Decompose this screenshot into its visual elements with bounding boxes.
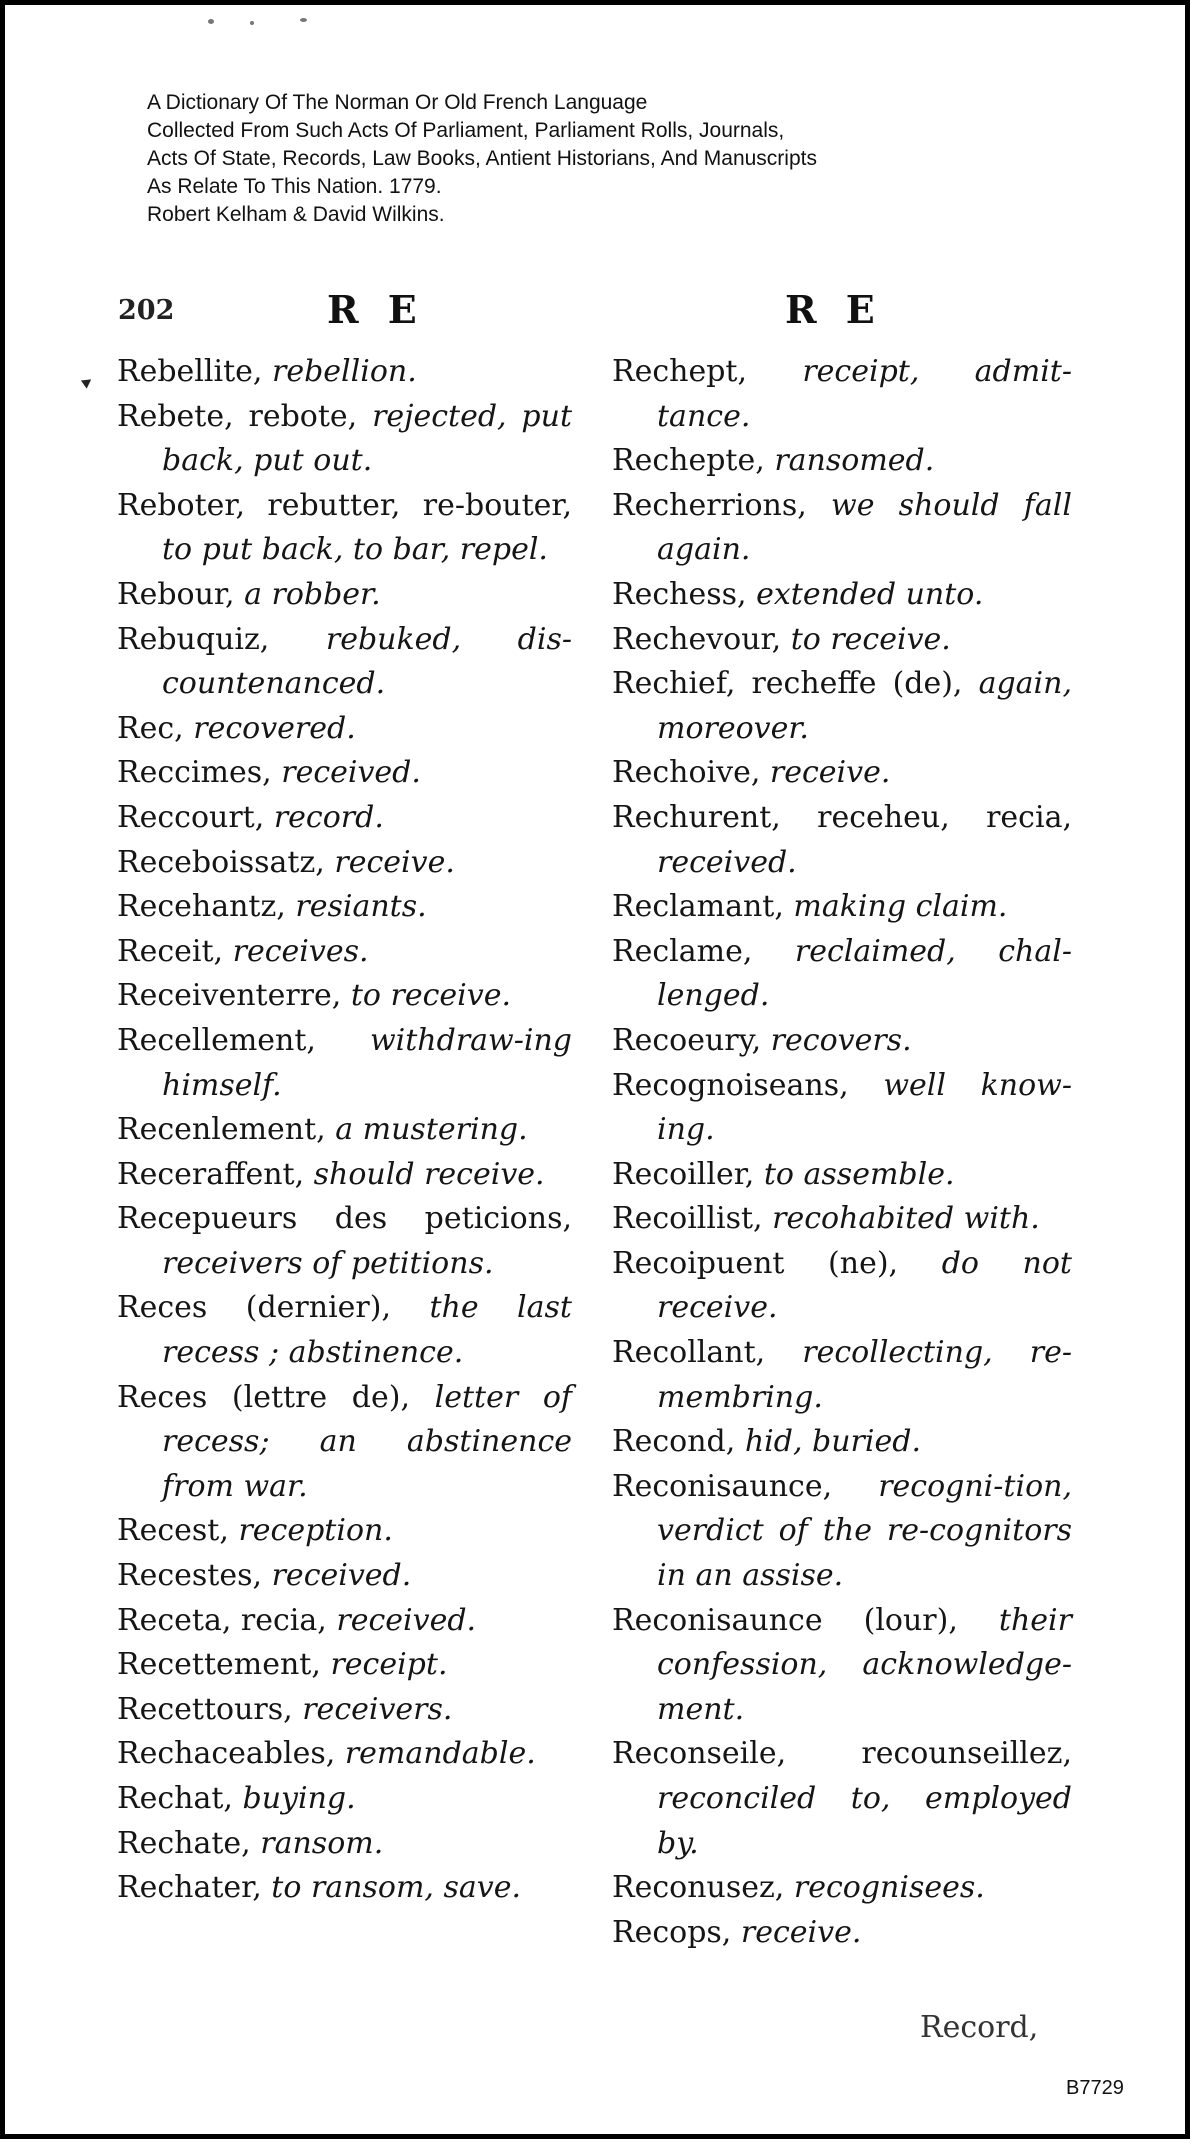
entry-definition: to receive. [350,978,511,1014]
entry-headword: Recenlement, [117,1112,326,1148]
entry-definition: to receive. [790,621,951,657]
dictionary-entry [612,662,1072,751]
dictionary-entry [117,395,572,484]
dictionary-entry [612,1064,1072,1153]
dictionary-entry [117,618,572,707]
entry-definition: ransom. [260,1825,384,1861]
dictionary-entry [117,350,572,395]
entry-definition: letter of recess; an abstinence from war. [162,1379,573,1504]
entry-headword: Rechept, [612,354,748,389]
entry-headword: Rechater, [117,1870,262,1906]
entry-headword: Reccimes, [117,755,272,791]
entry-definition: record. [273,799,384,835]
dictionary-entry [117,1286,572,1375]
entry-headword: Rebuquiz, [117,621,270,657]
entry-definition: received. [281,755,421,791]
entry-headword: Recest, [117,1513,229,1549]
dictionary-entry [117,751,572,796]
entry-definition: recognisees. [793,1870,985,1906]
dictionary-entry [117,1643,572,1688]
running-head-right: R E [785,287,883,332]
dictionary-entry [612,1465,1072,1599]
entry-definition: hid, buried. [744,1424,921,1460]
entry-definition: buying. [242,1781,356,1816]
dictionary-entry [612,1420,1072,1465]
dictionary-entry [117,1822,572,1867]
dictionary-entry [117,1108,572,1153]
dictionary-entry [612,885,1072,930]
dictionary-entry [117,1376,572,1510]
entry-headword: Receboissatz, [117,844,325,880]
entry-headword: Recognoiseans, [612,1067,849,1103]
entry-headword: Rechaceables, [117,1736,336,1772]
header-line: Acts Of State, Records, Law Books, Antient Historians, And Manuscripts [147,147,817,170]
dictionary-entry [612,573,1072,618]
scan-speck [300,18,307,22]
entry-headword: Reconisaunce (lour), [612,1602,958,1638]
entry-definition: withdraw-ing himself. [162,1022,572,1103]
dictionary-entry [612,484,1072,573]
entry-definition: reclaimed, chal-lenged. [657,933,1072,1014]
entry-headword: Recherrions, [612,487,807,523]
dictionary-entry [117,1554,572,1599]
entry-headword: Rechepte, [612,443,765,479]
dictionary-entry [117,796,572,841]
entry-headword: Rebellite, [117,354,263,389]
dictionary-entry [612,1866,1072,1911]
header-line: A Dictionary Of The Norman Or Old French Language [147,91,648,114]
entry-definition: resiants. [295,889,427,925]
entry-definition: rebellion. [271,354,417,389]
dictionary-entry [117,1777,572,1822]
dictionary-entry [117,974,572,1019]
entry-definition: receive. [334,844,455,880]
entry-definition: received. [271,1558,412,1594]
dictionary-entry [117,885,572,930]
entry-headword: Recoillist, [612,1201,763,1237]
dictionary-entry [612,618,1072,663]
entry-headword: Receit, [117,933,224,969]
entry-headword: Reconusez, [612,1870,785,1906]
entry-definition: to assemble. [763,1156,955,1192]
scan-speck [250,21,254,25]
entry-headword: Recellement, [117,1022,316,1058]
entry-definition: rejected, put back, put out. [162,398,572,479]
entry-headword: Recestes, [117,1558,263,1594]
entry-headword: Reclamant, [612,889,784,925]
entry-definition: rebuked, dis-countenanced. [162,621,572,702]
entry-headword: Reces (dernier), [117,1290,391,1326]
entry-definition: recovers. [770,1022,912,1058]
entry-definition: again, moreover. [657,666,1072,746]
dictionary-entry [612,350,1072,439]
entry-definition: receipt, admit-tance. [657,354,1072,434]
entry-definition: received. [336,1602,477,1638]
entry-headword: Rechevour, [612,621,782,657]
dictionary-entry [612,1019,1072,1064]
entry-definition: to put back, to bar, repel. [162,532,548,568]
dictionary-entry [117,1019,572,1108]
dictionary-entry [117,1688,572,1733]
entry-headword: Recond, [612,1424,736,1460]
dictionary-entry [117,573,572,618]
entry-headword: Recoipuent (ne), [612,1245,899,1281]
entry-definition: received. [657,844,797,880]
entry-headword: Rechief, recheffe (de), [612,666,963,702]
entry-headword: Reces (lettre de), [117,1379,411,1415]
entry-definition: recovered. [193,710,356,746]
entry-definition: receivers of petitions. [162,1245,494,1281]
entry-headword: Rechat, [117,1781,233,1816]
catchword: Record, [920,2010,1039,2045]
dictionary-entry [612,1599,1072,1733]
entry-headword: Recollant, [612,1335,766,1371]
reference-code: B7729 [1066,2077,1124,2099]
entry-definition: should receive. [313,1156,545,1192]
entry-headword: Recettement, [117,1647,321,1683]
right-column [612,350,1072,1955]
entry-definition: a mustering. [335,1112,528,1148]
entry-definition: their confession, acknowledge-ment. [657,1602,1072,1727]
entry-definition: ransomed. [774,443,935,479]
entry-headword: Reccourt, [117,799,265,835]
entry-headword: Rec, [117,710,184,746]
entry-definition: making claim. [793,889,1008,925]
entry-definition: receivers. [302,1691,453,1727]
dictionary-entry [612,1331,1072,1420]
entry-headword: Rechurent, receheu, recia, [612,799,1072,835]
entry-definition: extended unto. [756,576,984,612]
entry-headword: Recoiller, [612,1156,755,1192]
entry-definition: receives. [232,933,369,969]
dictionary-entry [612,796,1072,885]
dictionary-entry [612,439,1072,484]
dictionary-entry [117,1732,572,1777]
entry-definition: to ransom, save. [271,1870,521,1906]
margin-mark-icon [81,375,94,388]
header-line: Robert Kelham & David Wilkins. [147,203,445,226]
entry-headword: Receiventerre, [117,978,342,1014]
dictionary-entry [117,841,572,886]
entry-definition: receive. [769,755,891,791]
dictionary-entry [117,930,572,975]
dictionary-entry [612,1153,1072,1198]
left-column [117,350,572,1911]
dictionary-entry [117,1197,572,1286]
entry-headword: Rebour, [117,576,235,612]
header-line: Collected From Such Acts Of Parliament, Parliament Rolls, Journals, [147,119,785,142]
entry-headword: Recops, [612,1914,732,1950]
entry-headword: Recehantz, [117,889,286,925]
dictionary-entry [117,1599,572,1644]
dictionary-entry [117,707,572,752]
entry-definition: the last recess ; abstinence. [162,1290,572,1371]
header-line: As Relate To This Nation. 1779. [147,175,442,198]
entry-definition: reception. [238,1513,393,1549]
entry-headword: Recettours, [117,1691,293,1727]
entry-headword: Rechess, [612,576,747,612]
entry-headword: Rechoive, [612,755,761,791]
entry-definition: receipt. [330,1647,448,1683]
entry-definition: receive. [740,1914,862,1950]
dictionary-entry [612,1911,1072,1956]
entry-definition: a robber. [244,576,381,612]
entry-headword: Reconseile, recounseillez, [612,1736,1072,1772]
page-number: 202 [118,295,175,326]
dictionary-entry [612,930,1072,1019]
entry-headword: Receta, recia, [117,1602,327,1638]
entry-headword: Reclame, [612,933,753,969]
dictionary-entry [612,1732,1072,1866]
running-head-left: R E [327,287,425,332]
dictionary-entry [612,751,1072,796]
entry-definition: well know-ing. [657,1067,1072,1148]
entry-headword: Recoeury, [612,1022,762,1058]
entry-definition: reconciled to, employed by. [657,1781,1072,1861]
dictionary-entry [117,1509,572,1554]
entry-definition: we should fall again. [657,487,1072,568]
entry-definition: recohabited with. [772,1201,1040,1237]
dictionary-entry [117,1866,572,1911]
entry-definition: remandable. [344,1736,536,1772]
entry-headword: Recepueurs des peticions, [117,1201,572,1237]
book-header [147,89,817,229]
entry-headword: Rechate, [117,1825,251,1861]
dictionary-entry [612,1197,1072,1242]
entry-headword: Reconisaunce, [612,1468,833,1504]
scan-speck [208,19,214,24]
dictionary-entry [612,1242,1072,1331]
entry-headword: Reboter, rebutter, re-bouter, [117,487,572,523]
entry-definition: recogni-tion, verdict of the re-cognitors in an assise. [657,1468,1072,1594]
entry-headword: Rebete, rebote, [117,398,358,434]
entry-definition: do not receive. [657,1245,1072,1326]
dictionary-entry [117,484,572,573]
dictionary-entry [117,1153,572,1198]
entry-headword: Receraffent, [117,1156,305,1192]
entry-definition: recollecting, re-membring. [657,1335,1072,1415]
